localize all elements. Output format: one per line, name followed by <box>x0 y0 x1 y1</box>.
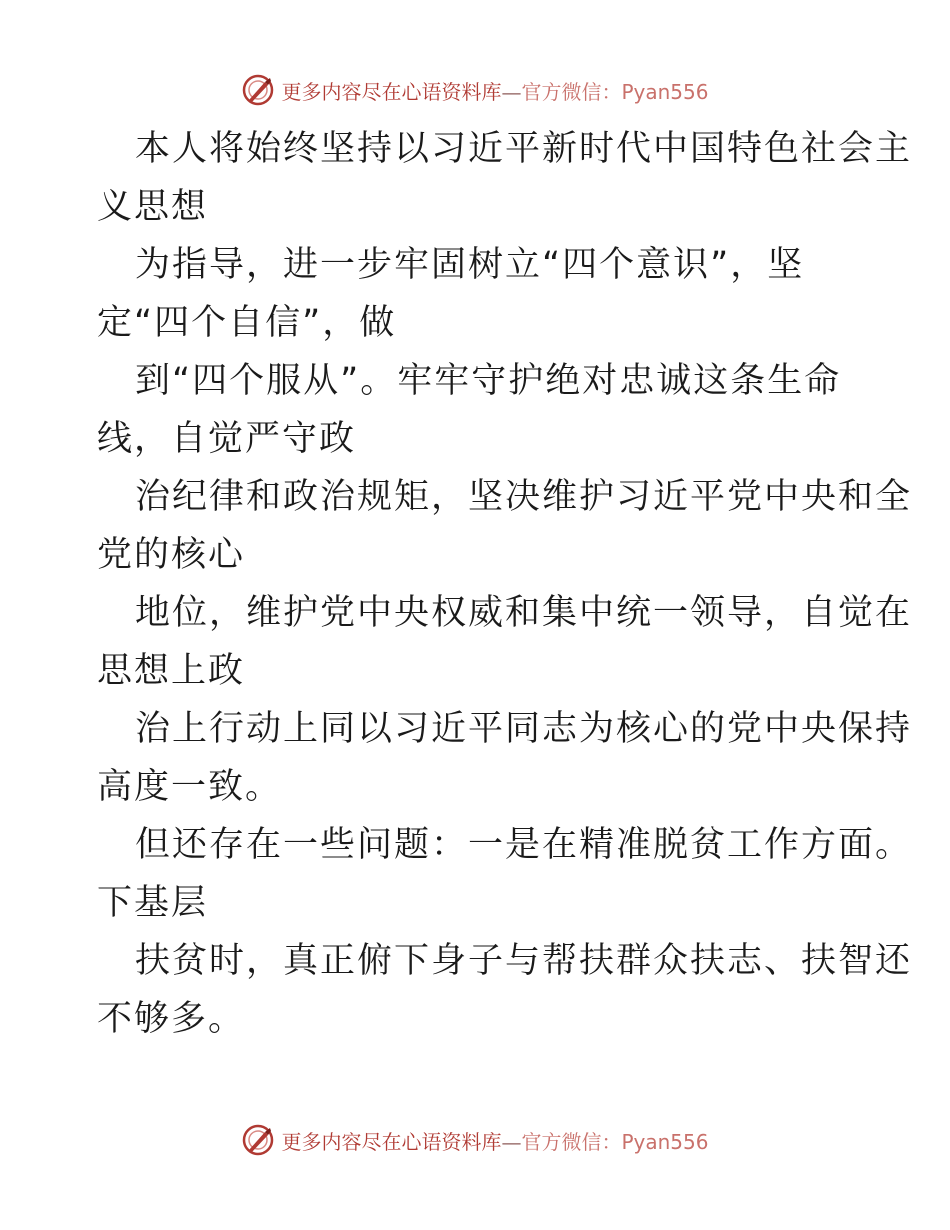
text-line: 高度一致。 <box>97 767 283 807</box>
pen-logo-icon <box>241 1123 275 1157</box>
text-line: 下基层 <box>97 883 209 923</box>
text-line: 治纪律和政治规矩，坚决维护习近平党中央和全 <box>135 477 913 517</box>
header-banner-text <box>281 76 708 105</box>
footer-banner-text <box>281 1126 708 1155</box>
header-banner-dash: — <box>501 79 522 104</box>
text-line: 到“四个服从”。牢牢守护绝对忠诚这条生命 <box>135 361 842 401</box>
text-line: 地位，维护党中央权威和集中统一领导，自觉在 <box>135 593 913 633</box>
text-line: 党的核心 <box>97 535 246 575</box>
header-banner-wechat: 官方微信：Pyan556 <box>521 79 709 104</box>
text-line: 但还存在一些问题：一是在精准脱贫工作方面。 <box>135 825 913 865</box>
footer-banner-wechat: 官方微信：Pyan556 <box>521 1129 709 1154</box>
header-banner <box>0 70 950 110</box>
text-line: 治上行动上同以习近平同志为核心的党中央保持 <box>135 709 913 749</box>
text-line: 义思想 <box>97 187 209 227</box>
document-body <box>97 120 913 1048</box>
text-line: 扶贫时，真正俯下身子与帮扶群众扶志、扶智还 <box>135 941 913 981</box>
footer-banner-dash: — <box>501 1129 522 1154</box>
text-line: 不够多。 <box>97 999 246 1039</box>
text-line: 为指导，进一步牢固树立“四个意识”，坚 <box>135 245 805 285</box>
footer-banner <box>0 1120 950 1160</box>
header-banner-main: 更多内容尽在心语资料库 <box>281 79 502 104</box>
text-line: 线，自觉严守政 <box>97 419 357 459</box>
pen-logo-icon <box>241 73 275 107</box>
footer-banner-main: 更多内容尽在心语资料库 <box>281 1129 502 1154</box>
text-line: 本人将始终坚持以习近平新时代中国特色社会主 <box>135 129 913 169</box>
text-line: 定“四个自信”，做 <box>97 303 397 343</box>
text-line: 思想上政 <box>97 651 246 691</box>
